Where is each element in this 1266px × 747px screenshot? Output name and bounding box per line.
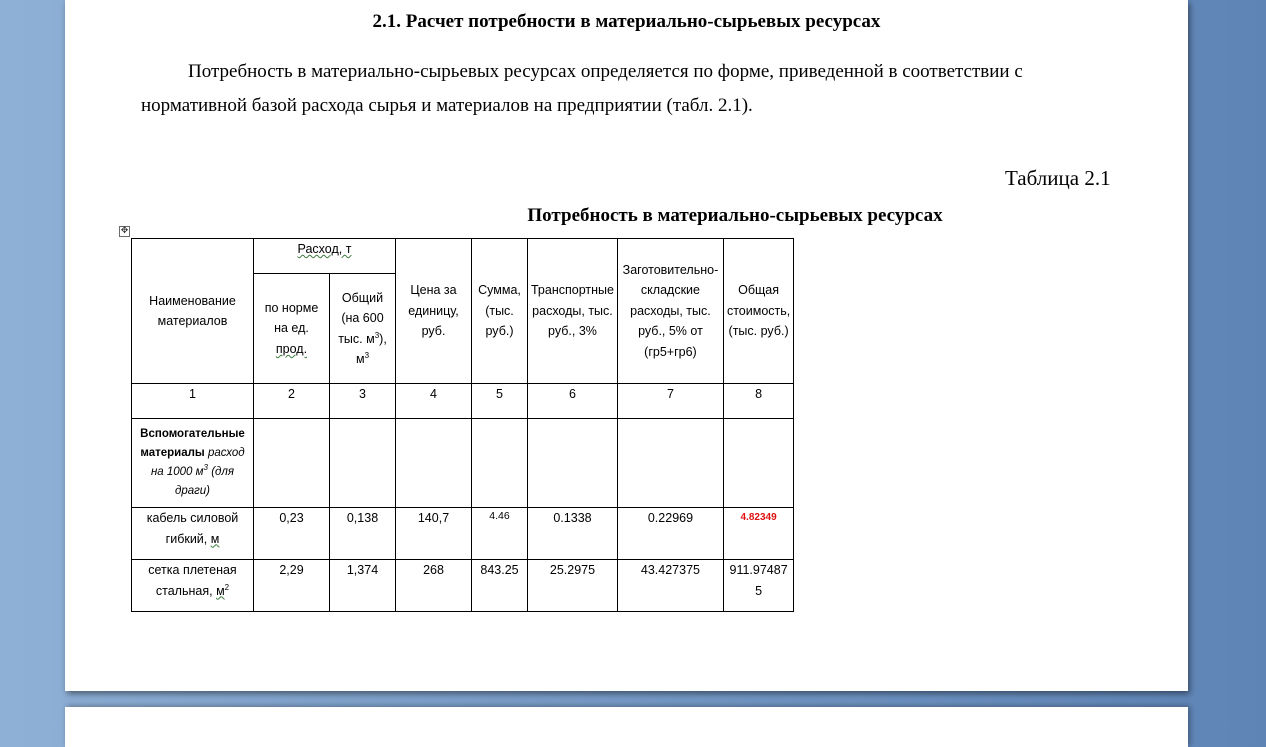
row-name: сетка плетеная стальная, xyxy=(148,563,237,598)
header-total-unit-sup: 3 xyxy=(364,350,370,360)
header-consumption: Расход, т xyxy=(297,242,352,256)
section-note-b: (для драги) xyxy=(174,466,235,497)
row-transport[interactable]: 0.1338 xyxy=(528,508,618,560)
row-name-cell[interactable] xyxy=(132,560,254,612)
section-note-sup: 3 xyxy=(203,463,208,473)
row-price[interactable]: 268 xyxy=(396,560,472,612)
col-number-8[interactable]: 8 xyxy=(723,384,793,419)
body-paragraph: Потребность в материально-сырьевых ресурсах определяется по форме, приведенной в соответствии с нормативной базой расхода сырья и материалов на предприятии (табл. 2.1). xyxy=(141,61,1023,116)
table-title: Потребность в материально-сырьевых ресурсах xyxy=(527,205,943,226)
header-name: Наименование материалов xyxy=(149,293,236,328)
col-number-4[interactable]: 4 xyxy=(396,384,472,419)
col-number-3[interactable]: 3 xyxy=(330,384,396,419)
col-number-2[interactable]: 2 xyxy=(254,384,330,419)
header-total-cell[interactable] xyxy=(330,274,396,384)
row-cost-cell[interactable] xyxy=(723,508,793,560)
section-title: Вспомогательные материалы xyxy=(140,428,245,459)
table-number: Таблица 2.1 xyxy=(1005,166,1111,190)
col-number-5[interactable]: 5 xyxy=(472,384,528,419)
empty-cell[interactable] xyxy=(396,419,472,508)
document-page xyxy=(65,0,1188,691)
row-sum[interactable]: 843.25 xyxy=(472,560,528,612)
header-sum-cell[interactable] xyxy=(472,239,528,384)
row-total[interactable]: 0,138 xyxy=(330,508,396,560)
row-unit: м xyxy=(216,583,225,598)
table-row xyxy=(132,560,794,612)
header-price-cell[interactable] xyxy=(396,239,472,384)
row-storage[interactable]: 0.22969 xyxy=(617,508,723,560)
header-transport-cell[interactable] xyxy=(528,239,618,384)
header-total-line2-end: ), м xyxy=(355,331,387,366)
row-unit-sup: 2 xyxy=(224,582,230,592)
next-page xyxy=(65,707,1188,747)
section-heading: 2.1. Расчет потребности в материально-сырьевых ресурсах xyxy=(372,11,881,32)
col-number-1[interactable]: 1 xyxy=(132,384,254,419)
row-name-cell[interactable] xyxy=(132,508,254,560)
col-number-6[interactable]: 6 xyxy=(528,384,618,419)
row-unit: м xyxy=(210,531,220,546)
row-storage[interactable]: 43.427375 xyxy=(617,560,723,612)
header-sum: Сумма, (тыс. руб.) xyxy=(478,283,521,339)
header-total-cost-cell[interactable] xyxy=(723,239,793,384)
header-name-cell[interactable] xyxy=(132,239,254,384)
empty-cell[interactable] xyxy=(330,419,396,508)
empty-cell[interactable] xyxy=(617,419,723,508)
header-total-line1: Общий xyxy=(341,290,384,305)
header-storage: Заготовительно-складские расходы, тыс. руб., 5% от (гр5+гр6) xyxy=(622,262,719,359)
empty-cell[interactable] xyxy=(472,419,528,508)
row-norm[interactable]: 2,29 xyxy=(254,560,330,612)
col-number-7[interactable]: 7 xyxy=(617,384,723,419)
row-cost[interactable]: 911.974875 xyxy=(723,560,793,612)
header-storage-cell[interactable] xyxy=(617,239,723,384)
section-row xyxy=(132,419,794,508)
row-norm[interactable]: 0,23 xyxy=(254,508,330,560)
row-name: кабель силовой гибкий, xyxy=(146,511,239,546)
table-move-handle-icon[interactable]: ✥ xyxy=(120,226,129,236)
header-total-cost: Общая стоимость, (тыс. руб.) xyxy=(726,283,791,339)
section-note-a: расход на 1000 м xyxy=(150,447,245,478)
materials-table xyxy=(131,238,794,612)
section-cell[interactable] xyxy=(132,419,254,508)
table-row xyxy=(132,508,794,560)
row-cost: 4.82349 xyxy=(740,512,777,523)
row-total[interactable]: 1,374 xyxy=(330,560,396,612)
header-norm: по норме на ед. xyxy=(264,300,319,336)
row-sum[interactable]: 4.46 xyxy=(472,508,528,560)
header-total-line2: (на 600 тыс. м xyxy=(338,311,384,346)
empty-cell[interactable] xyxy=(254,419,330,508)
header-transport: Транспортные расходы, тыс. руб., 3% xyxy=(531,283,614,339)
row-transport[interactable]: 25.2975 xyxy=(528,560,618,612)
header-total-line2-sup: 3 xyxy=(374,330,380,340)
header-consumption-cell[interactable] xyxy=(254,239,396,274)
empty-cell[interactable] xyxy=(528,419,618,508)
column-numbers-row xyxy=(132,384,794,419)
header-norm-cell[interactable] xyxy=(254,274,330,384)
header-norm-abbr: прод. xyxy=(275,341,308,356)
row-price[interactable]: 140,7 xyxy=(396,508,472,560)
empty-cell[interactable] xyxy=(723,419,793,508)
header-price: Цена за единицу, руб. xyxy=(408,283,459,339)
